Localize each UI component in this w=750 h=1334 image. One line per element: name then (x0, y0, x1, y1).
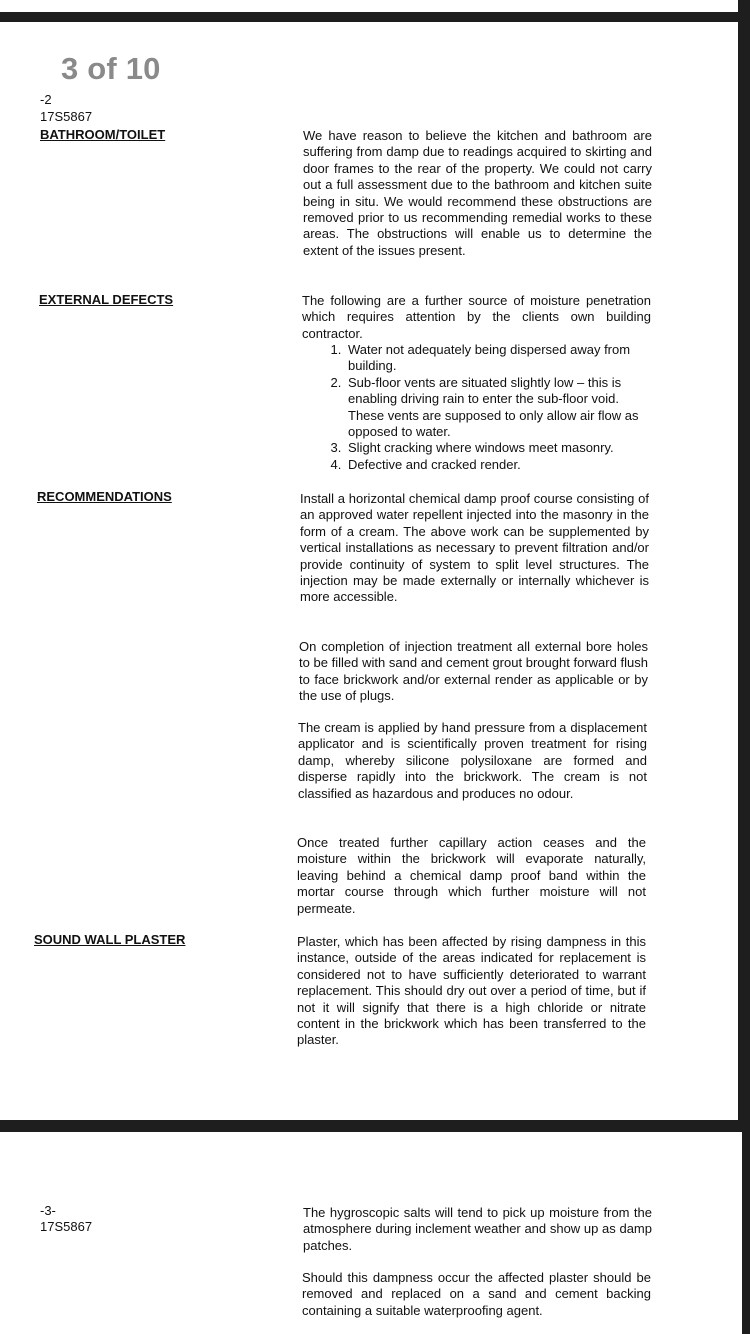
list-item: 3. Slight cracking where windows meet masonry. (345, 440, 651, 456)
page-mark: -3- (40, 1203, 56, 1218)
list-item: 2. Sub-floor vents are situated slightly low – this is enabling driving rain to enter the sub-floor void. These vents are supposed to only allow air flow as opposed to water. (345, 375, 651, 441)
recommendations-paragraph-4: Once treated further capillary action ceases and the moisture within the brickwork will evaporate naturally, leaving behind a chemical damp proof band within the mortar course through which further moisture will not permeate. (297, 835, 646, 916)
reference-number: 17S5867 (40, 109, 93, 124)
sound-wall-paragraph: Plaster, which has been affected by rising dampness in this instance, outside of the areas indicated for replacement is considered not to have sufficiently deteriorated to warrant replacement. This should dry out over a period of time, but if not it will signify that there is a high chloride or nitrate content in the brickwork which has been transferred to the plaster. (297, 934, 646, 1048)
heading-external-defects: EXTERNAL DEFECTS (39, 292, 174, 307)
external-defects-intro: The following are a further source of moisture penetration which requires attention by the clients own building contractor. (302, 293, 651, 341)
heading-sound-wall-plaster: SOUND WALL PLASTER (34, 932, 186, 947)
recommendations-paragraph-1: Install a horizontal chemical damp proof course consisting of an approved water repellent injected into the masonry in the form of a cream. The above work can be supplemented by vertical installations as necessary to prevent filtration and/or provide continuity of system to split level structures. The injection may be made externally or internally whichever is more accessible. (300, 491, 649, 605)
page-counter: 3 of 10 (61, 51, 161, 86)
heading-bathroom-toilet: BATHROOM/TOILET (40, 127, 166, 142)
document-page-next (0, 1132, 742, 1334)
reference-number: 17S5867 (40, 1219, 93, 1234)
recommendations-paragraph-3: The cream is applied by hand pressure from a displacement applicator and is scientifically proven treatment for rising damp, whereby silicone polysiloxane are formed and disperse rapidly into the brickwork. The cream is not classified as hazardous and produces no odour. (298, 720, 647, 801)
recommendations-paragraph-2: On completion of injection treatment all external bore holes to be filled with sand and cement grout brought forward flush to face brickwork and/or external render as applicable or by the use of plugs. (299, 639, 648, 704)
next-page-paragraph-2: Should this dampness occur the affected plaster should be removed and replaced on a sand and cement backing containing a suitable waterproofing agent. (302, 1270, 651, 1318)
list-item: 1. Water not adequately being dispersed away from building. (345, 342, 651, 375)
bathroom-paragraph: We have reason to believe the kitchen and bathroom are suffering from damp due to readings acquired to skirting and door frames to the rear of the property. We could not carry out a full assessment due to the bathroom and kitchen suite being in situ. We would recommend these obstructions are removed prior to us recommending remedial works to these areas. The obstructions will enable us to determine the extent of the issues present. (303, 128, 652, 258)
heading-recommendations: RECOMMENDATIONS (37, 489, 172, 504)
document-page-main (0, 22, 738, 1120)
page-mark: -2 (40, 92, 52, 107)
list-item: 4. Defective and cracked render. (345, 457, 651, 473)
external-defects-list (321, 342, 651, 473)
next-page-paragraph-1: The hygroscopic salts will tend to pick up moisture from the atmosphere during inclement weather and show up as damp patches. (303, 1205, 652, 1253)
previous-page-edge (0, 0, 738, 12)
